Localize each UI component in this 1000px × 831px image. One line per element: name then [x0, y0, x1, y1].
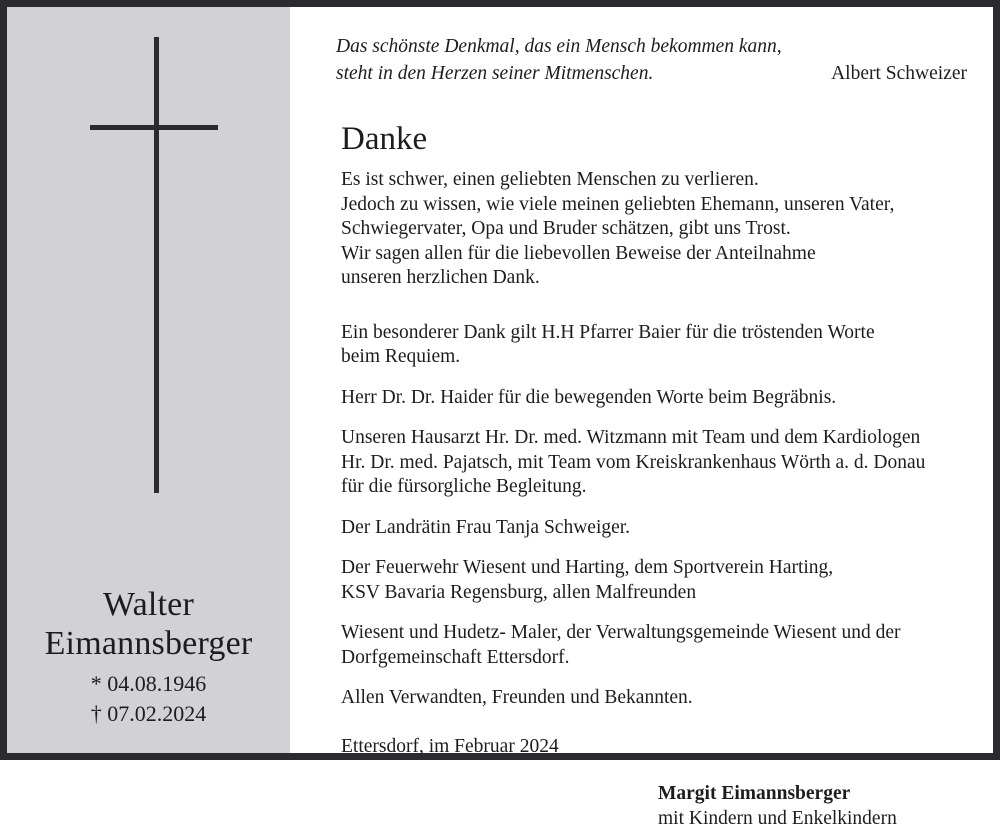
quote-attribution: Albert Schweizer: [831, 63, 967, 84]
thanks-line: Schwiegervater, Opa und Bruder schätzen, gibt uns Trost.: [341, 218, 791, 239]
thanks-line: unseren herzlichen Dank.: [341, 267, 540, 288]
thanks-paragraph: [341, 556, 967, 605]
thanks-line: Wiesent und Hudetz- Maler, der Verwaltungsgemeinde Wiesent und der: [341, 622, 901, 643]
thanks-line: Jedoch zu wissen, wie viele meinen geliebten Ehemann, unseren Vater,: [341, 193, 895, 215]
page-title: Danke: [341, 121, 428, 157]
thanks-line: Herr Dr. Dr. Haider für die bewegenden Worte beim Begräbnis.: [341, 386, 837, 408]
thanks-paragraph: [341, 621, 967, 670]
thanks-line: Es ist schwer, einen geliebten Menschen zu verlieren.: [341, 169, 759, 190]
thanks-paragraph: [341, 516, 967, 541]
thanks-paragraph: [341, 686, 967, 711]
thanks-line: Der Landrätin Frau Tanja Schweiger.: [341, 516, 631, 538]
thanks-line: für die fürsorgliche Begleitung.: [341, 476, 587, 497]
signature-name: Margit Eimannsberger: [658, 783, 851, 804]
thanks-line: Dorfgemeinschaft Ettersdorf.: [341, 646, 570, 668]
quote-attribution-row: [336, 60, 967, 87]
thanks-line: KSV Bavaria Regensburg, allen Malfreunden: [341, 581, 697, 603]
thanks-line: Allen Verwandten, Freunden und Bekannten.: [341, 687, 693, 708]
signature-subline: mit Kindern und Enkelkindern: [658, 808, 897, 829]
latin-cross-icon: [7, 7, 290, 507]
place-and-date: Ettersdorf, im Februar 2024: [341, 735, 559, 757]
thanks-line: beim Requiem.: [341, 346, 461, 367]
death-date: † 07.02.2024: [90, 701, 207, 726]
epigraph-quote: [336, 33, 967, 87]
thanks-body: [341, 168, 967, 711]
deceased-given-name: Walter: [103, 586, 194, 623]
quote-line-2: steht in den Herzen seiner Mitmenschen.: [336, 63, 654, 84]
cross-horizontal-bar: [90, 125, 218, 130]
thanks-line: Wir sagen allen für die liebevollen Beweise der Anteilnahme: [341, 242, 816, 264]
memorial-panel: [7, 7, 290, 753]
thanks-paragraph: [341, 426, 967, 500]
quote-line-1: Das schönste Denkmal, das ein Mensch bekommen kann,: [336, 36, 782, 57]
thanks-line: Der Feuerwehr Wiesent und Harting, dem Sportverein Harting,: [341, 557, 834, 578]
paragraph-spacer: [341, 307, 967, 321]
thanks-line: Ein besonderer Dank gilt H.H Pfarrer Baier für die tröstenden Worte: [341, 321, 875, 343]
deceased-dates: [7, 669, 290, 729]
thanks-paragraph: [341, 321, 967, 370]
deceased-block: [7, 585, 290, 729]
thanks-line: Unseren Hausarzt Hr. Dr. med. Witzmann mit Team und dem Kardiologen: [341, 427, 921, 448]
signature-block: [336, 781, 967, 831]
cross-vertical-bar: [154, 37, 159, 493]
content-panel: [290, 7, 993, 829]
birth-date: * 04.08.1946: [90, 671, 207, 696]
thanks-line: Hr. Dr. med. Pajatsch, mit Team vom Kreiskrankenhaus Wörth a. d. Donau: [341, 451, 926, 473]
thanks-paragraph: [341, 168, 967, 291]
deceased-family-name: Eimannsberger: [44, 625, 253, 662]
thanks-paragraph: [341, 386, 967, 411]
